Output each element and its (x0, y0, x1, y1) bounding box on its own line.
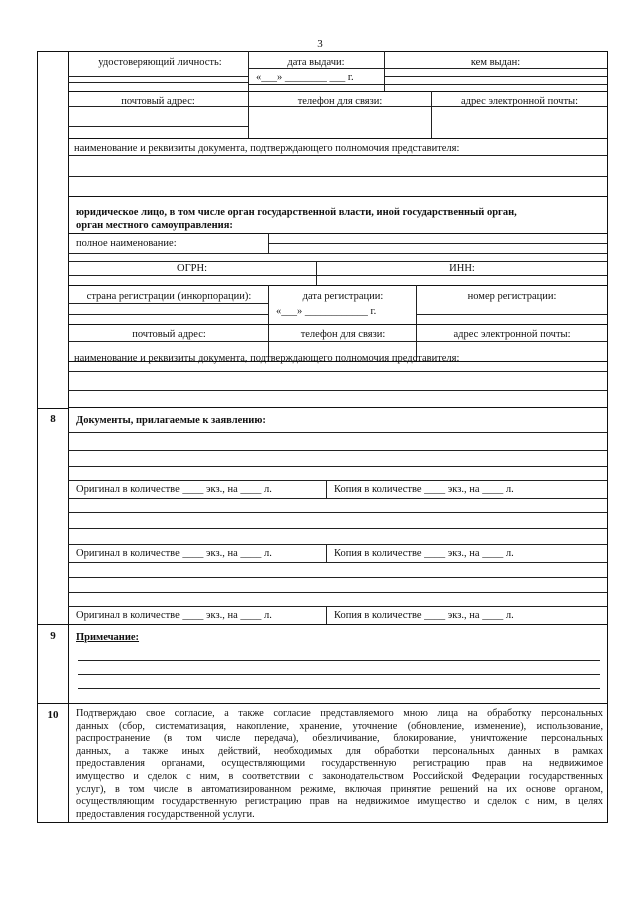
attached-document-3-field[interactable] (68, 592, 607, 593)
registration-date-label: дата регистрации: (302, 291, 384, 302)
attached-documents-title: Документы, прилагаемые к заявлению: (76, 415, 266, 426)
issue-date-field[interactable]: «___» ________ ___ г. (256, 72, 354, 83)
section-10-number: 10 (47, 709, 59, 721)
attached-document-2-field[interactable] (68, 528, 607, 529)
consent-text: Подтверждаю свое согласие, а также согласие представляемого мною лица на обработку персональных данных (сбор, систематизация, накопление, хранение, уточнение (обновление, изменение), использование, распространение (в том числе передача), обезличивание, блокирование, уничтожение персональных данных, а также иных действий, необходимых для обработки персональных данных в рамках предоставления органами, осуществляющими государственную регистрацию прав на недвижимое имущество и сделок с ним, в соответствии с законодательством Российской Федерации государственных услуг), в том числе в автоматизированном режиме, включая принятие решений на их основе органом, осуществляющим государственную регистрацию прав на недвижимое имущество и сделок с ним, в целях предоставления государственной услуги. (76, 708, 603, 820)
id-document-label: удостоверяющий личность: (98, 57, 222, 68)
copy-count-3[interactable]: Копия в количестве ____ экз., на ____ л. (334, 610, 514, 621)
note-title: Примечание: (76, 632, 140, 643)
original-count-2[interactable]: Оригинал в количестве ____ экз., на ____ л. (76, 548, 272, 559)
full-name-field[interactable] (68, 253, 607, 254)
email-label: адрес электронной почты: (460, 96, 579, 107)
frame-top (37, 51, 607, 52)
section-9-number: 9 (50, 630, 56, 642)
country-field[interactable] (68, 314, 268, 315)
number-column-divider (68, 51, 69, 823)
legal-postal-label: почтовый адрес: (132, 329, 206, 340)
legal-entity-heading-1: юридическое лицо, в том числе орган государственной власти, иной государственный орган, (76, 207, 517, 218)
country-label: страна регистрации (инкорпорации): (86, 291, 252, 302)
registration-number-label: номер регистрации: (467, 291, 557, 302)
issued-by-label: кем выдан: (470, 57, 521, 68)
legal-authority-document-field[interactable] (68, 390, 607, 391)
attached-document-1-field[interactable] (68, 466, 607, 467)
inn-label: ИНН: (449, 263, 475, 274)
issue-date-label: дата выдачи: (287, 57, 345, 68)
frame-left (37, 51, 38, 823)
postal-address-field[interactable] (68, 126, 248, 127)
email-field[interactable] (432, 107, 606, 137)
registration-number-field[interactable] (416, 314, 607, 315)
copy-count-2[interactable]: Копия в количестве ____ экз., на ____ л. (334, 548, 514, 559)
legal-entity-heading-2: орган местного самоуправления: (76, 220, 233, 231)
frame-right (607, 51, 608, 823)
legal-email-label: адрес электронной почты: (453, 329, 571, 340)
issued-by-field[interactable] (384, 84, 607, 85)
postal-address-label: почтовый адрес: (121, 96, 195, 107)
phone-field[interactable] (250, 107, 430, 137)
page-number: 3 (317, 38, 323, 50)
frame-bottom (37, 822, 607, 823)
id-document-field[interactable] (68, 76, 248, 77)
ogrn-inn-field[interactable] (68, 275, 607, 276)
full-name-label: полное наименование: (76, 238, 177, 249)
copy-count-1[interactable]: Копия в количестве ____ экз., на ____ л. (334, 484, 514, 495)
registration-date-field[interactable]: «___» ____________ г. (276, 306, 377, 317)
legal-phone-label: телефон для связи: (300, 329, 386, 340)
original-count-3[interactable]: Оригинал в количестве ____ экз., на ____ л. (76, 610, 272, 621)
section-8-number: 8 (50, 413, 56, 425)
original-count-1[interactable]: Оригинал в количестве ____ экз., на ____ л. (76, 484, 272, 495)
legal-authority-document-label: наименование и реквизиты документа, подтверждающего полномочия представителя: (74, 353, 460, 364)
authority-document-field[interactable] (68, 176, 607, 177)
authority-document-label: наименование и реквизиты документа, подтверждающего полномочия представителя: (74, 143, 460, 154)
note-field[interactable] (78, 674, 600, 675)
phone-label: телефон для связи: (297, 96, 383, 107)
ogrn-label: ОГРН: (177, 263, 207, 274)
